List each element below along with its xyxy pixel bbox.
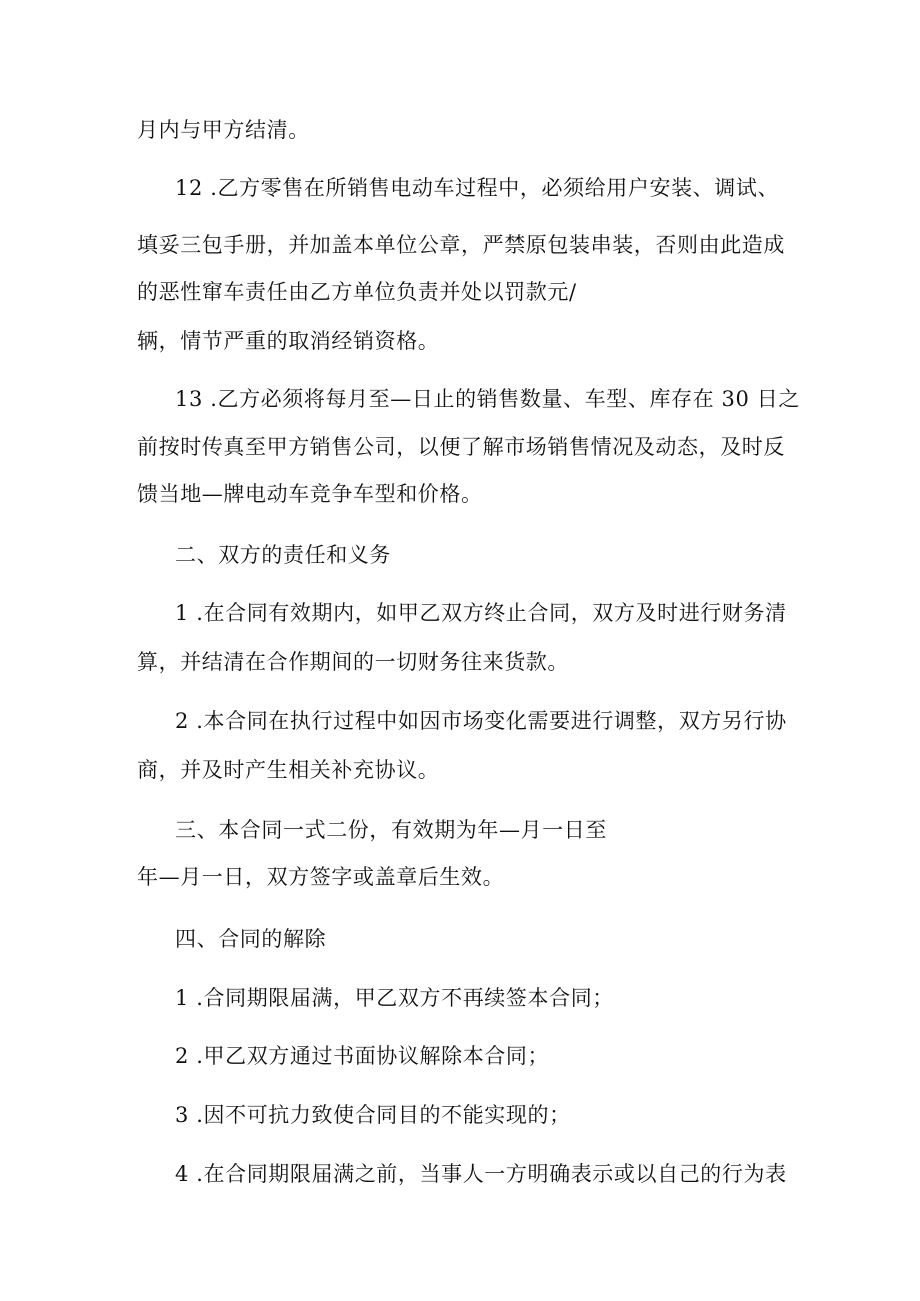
- text-line: 12 .乙方零售在所销售电动车过程中，必须给用户安装、调试、: [175, 176, 780, 200]
- text-line: 三、本合同一式二份，有效期为年—月一日至: [175, 818, 607, 842]
- text-line: 辆，情节严重的取消经销资格。: [137, 329, 440, 353]
- text-line: 4 .在合同期限届满之前，当事人一方明确表示或以自己的行为表: [175, 1162, 787, 1186]
- text-line: 填妥三包手册，并加盖本单位公章，严禁原包装串装，否则由此造成: [137, 233, 785, 257]
- text-line: 3 .因不可抗力致使合同目的不能实现的；: [175, 1103, 571, 1127]
- text-line: 2 .本合同在执行过程中如因市场变化需要进行调整，双方另行协: [175, 709, 787, 733]
- text-line: 1 .合同期限届满，甲乙双方不再续签本合同；: [175, 986, 614, 1010]
- text-line: 的恶性窜车责任由乙方单位负责并处以罚款元/: [137, 280, 577, 304]
- section-heading: 四、合同的解除: [175, 927, 327, 951]
- text-line: 1 .在合同有效期内，如甲乙双方终止合同，双方及时进行财务清: [175, 601, 787, 625]
- text-line: 年—月一日，双方签字或盖章后生效。: [137, 865, 505, 889]
- text-line: 商，并及时产生相关补充协议。: [137, 758, 440, 782]
- text-line: 前按时传真至甲方销售公司，以便了解市场销售情况及动态，及时反: [137, 435, 785, 459]
- text-line: 馈当地—牌电动车竞争车型和价格。: [137, 482, 483, 506]
- section-heading: 二、双方的责任和义务: [175, 543, 391, 567]
- text-line: 算，并结清在合作期间的一切财务往来货款。: [137, 650, 569, 674]
- text-line: 13 .乙方必须将每月至—日止的销售数量、车型、库存在 30 日之: [175, 387, 800, 411]
- text-line: 2 .甲乙双方通过书面协议解除本合同；: [175, 1044, 550, 1068]
- text-line: 月内与甲方结清。: [137, 118, 310, 142]
